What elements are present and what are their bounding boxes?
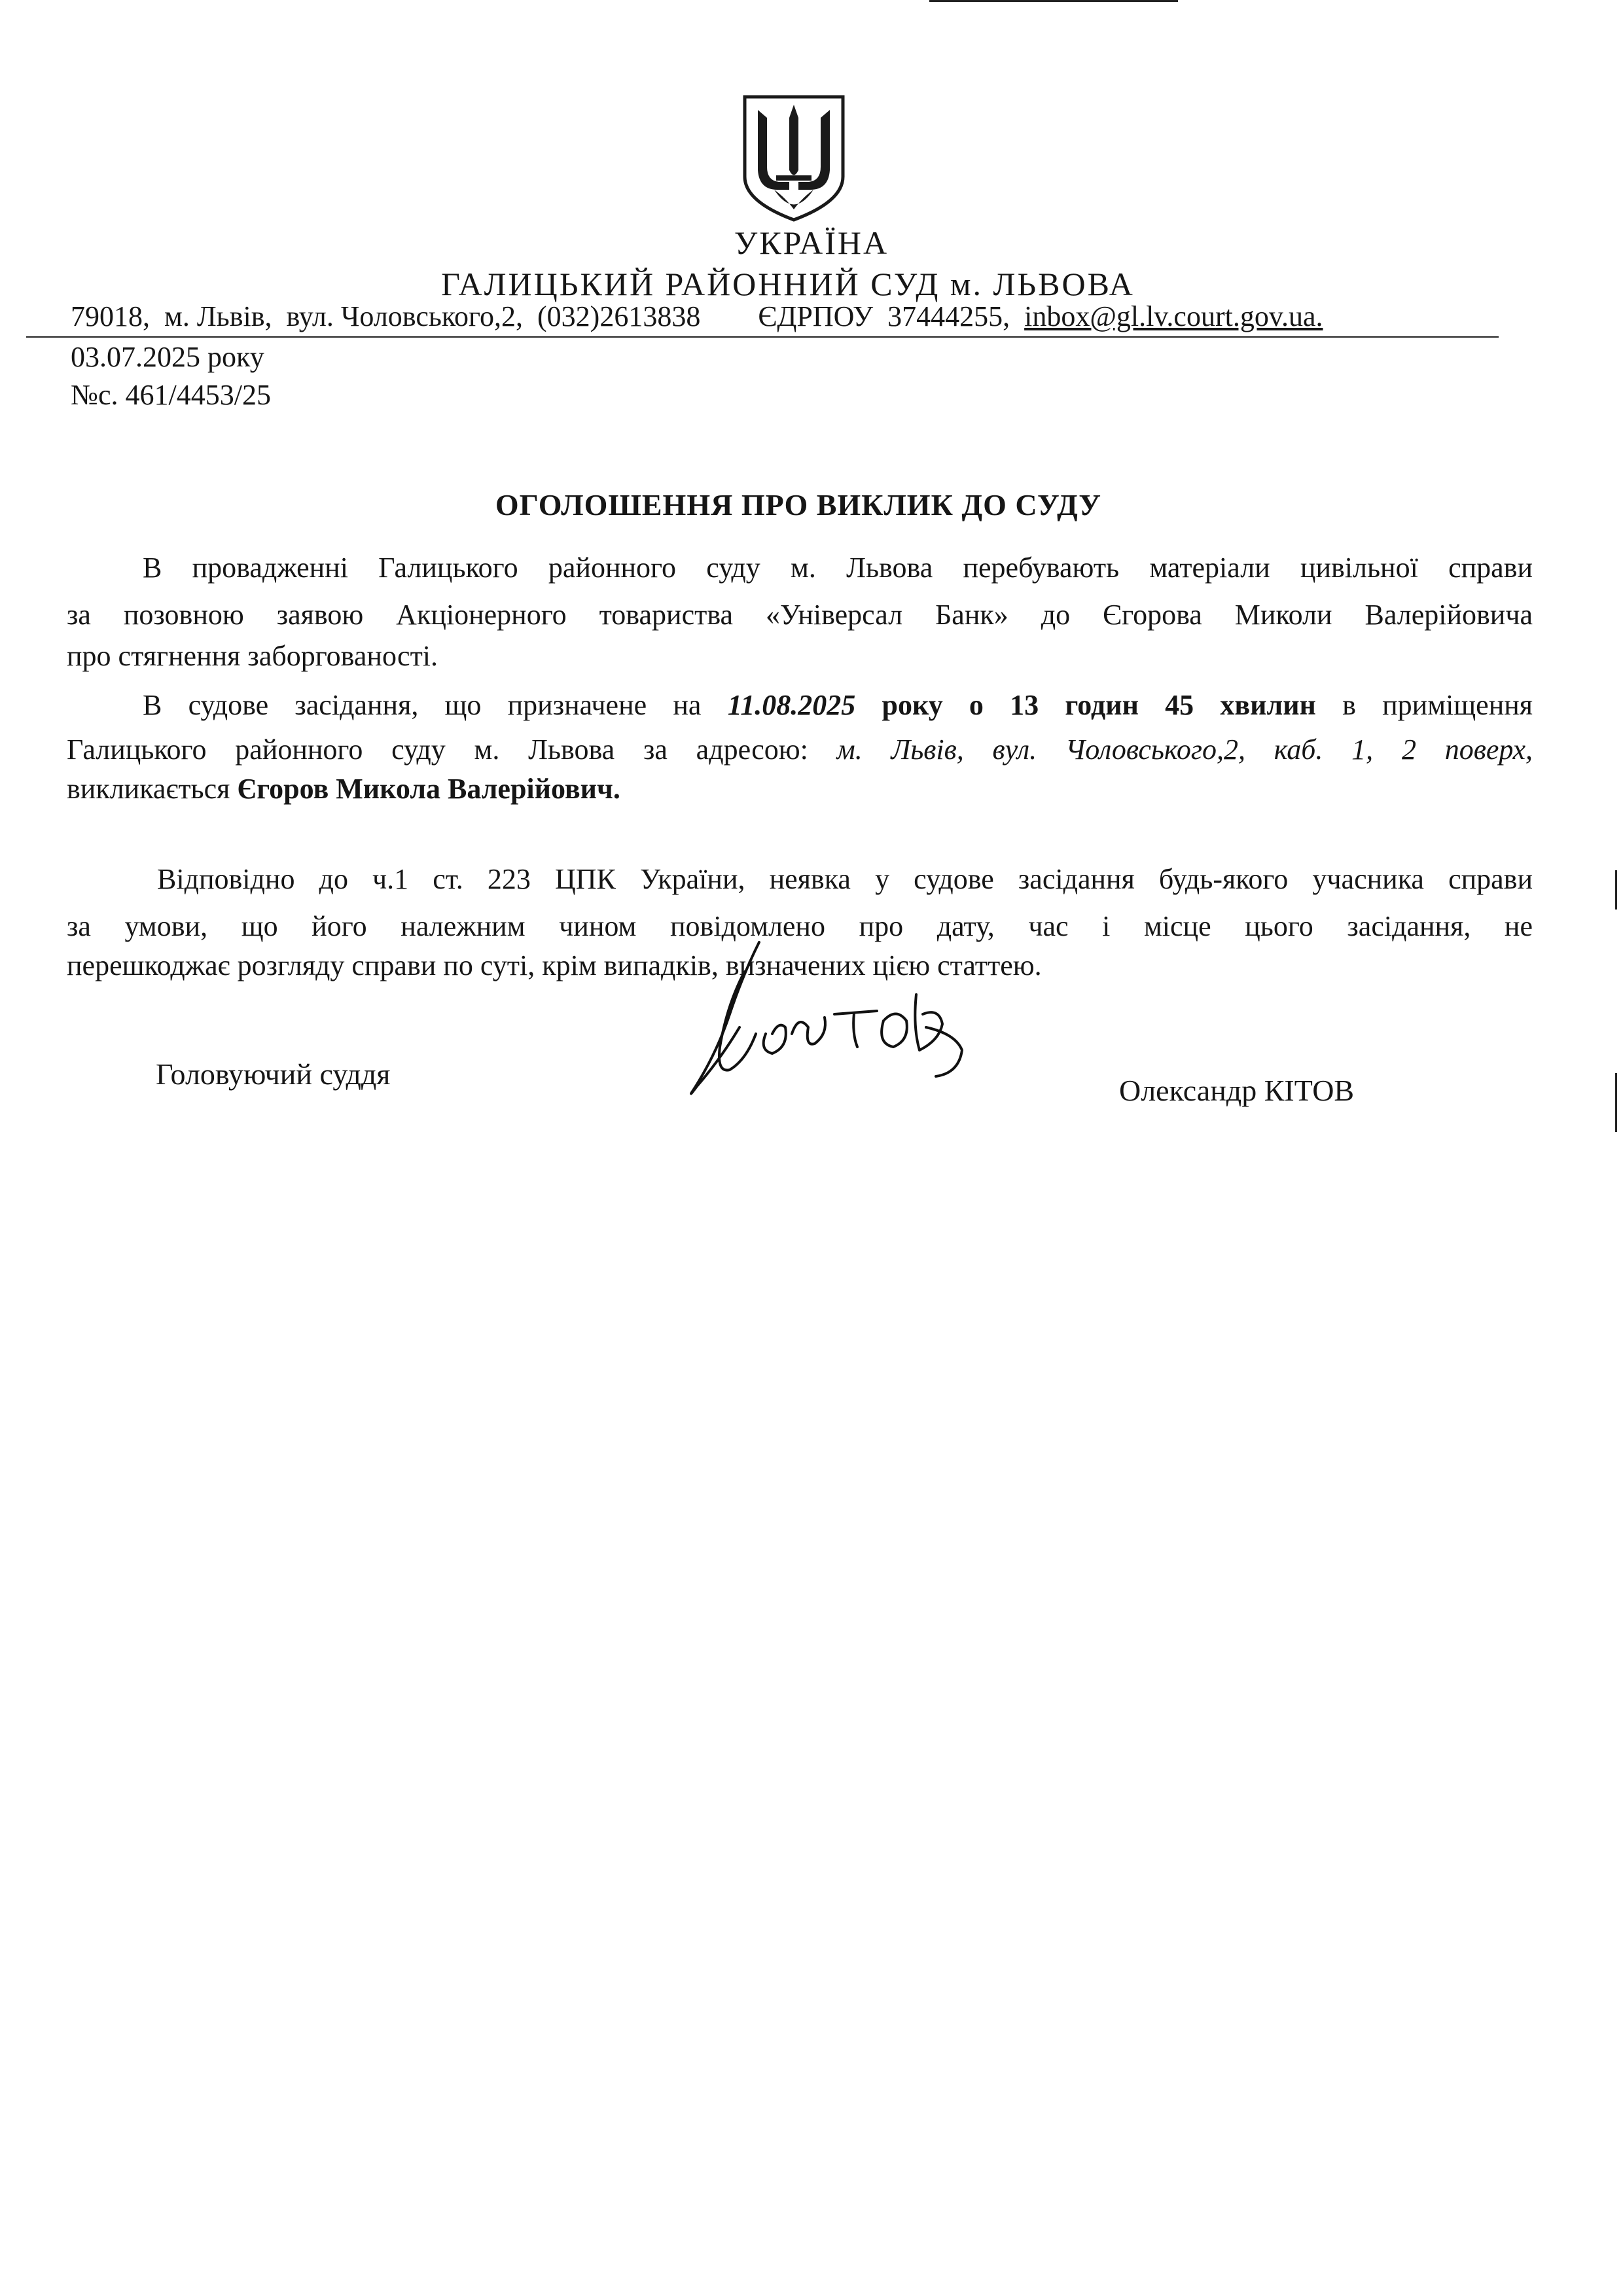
country-name: УКРАЇНА (734, 224, 889, 261)
court-address (71, 300, 1323, 333)
paragraph-1-line-2: за позовною заявою Акціонерного товариства «Універсал Банк» до Єгорова Миколи Валерійовича (67, 599, 1533, 631)
coat-of-arms-icon (738, 92, 849, 222)
defendant-name: Єгоров Микола Валерійович. (237, 773, 620, 805)
paragraph-3-line-2: за умови, що його належним чином повідомлено про дату, час і місце цього засідання, не (67, 910, 1533, 942)
hearing-time: року о 13 годин 45 хвилин (882, 689, 1316, 721)
hearing-location-intro: в приміщення (1342, 689, 1533, 721)
address-postal-code: 79018, (71, 300, 150, 332)
paragraph-2-line-2 (67, 733, 1533, 766)
paragraph-2-line-1 (143, 688, 1533, 722)
edrpou-code: 37444255, (887, 300, 1010, 332)
header-divider (26, 336, 1499, 338)
hearing-address: м. Львів, вул. Чоловського,2, каб. 1, 2 поверх, (836, 733, 1533, 766)
summons-verb: викликається (67, 773, 230, 805)
edrpou-label: ЄДРПОУ (758, 300, 874, 332)
hearing-intro-text: В судове засідання, що призначене на (143, 689, 702, 721)
address-city: м. Львів, (164, 300, 272, 332)
court-email-link[interactable]: inbox@gl.lv.court.gov.ua. (1024, 300, 1323, 332)
paragraph-1-line-1: В провадженні Галицького районного суду м. Львова перебувають матеріали цивільної справи (143, 552, 1533, 584)
address-street: вул. Чоловського,2, (286, 300, 524, 332)
paragraph-2-line-3 (67, 772, 1533, 805)
document-title: ОГОЛОШЕННЯ ПРО ВИКЛИК ДО СУДУ (495, 488, 1102, 521)
case-number: №с. 461/4453/25 (71, 379, 271, 411)
court-address-intro: Галицького районного суду м. Львова за адресою: (67, 733, 808, 766)
scan-edge-mark (1615, 1073, 1617, 1132)
court-name: ГАЛИЦЬКИЙ РАЙОННИЙ СУД м. ЛЬВОВА (441, 266, 1135, 302)
paragraph-1-line-3: про стягнення заборгованості. (67, 640, 438, 672)
judge-signature (681, 936, 995, 1099)
address-phone: (032)2613838 (537, 300, 701, 332)
document-date: 03.07.2025 року (71, 341, 264, 373)
scan-edge-mark (929, 0, 1178, 2)
presiding-judge-role: Головуючий суддя (156, 1057, 391, 1091)
scan-edge-mark (1615, 870, 1617, 910)
judge-name: Олександр КІТОВ (1119, 1074, 1355, 1107)
paragraph-3-line-3: перешкоджає розгляду справи по суті, крім випадків, визначених цією статтею. (67, 949, 1042, 981)
hearing-date: 11.08.2025 (727, 689, 856, 721)
paragraph-3-line-1: Відповідно до ч.1 ст. 223 ЦПК України, неявка у судове засідання будь-якого учасника справи (157, 863, 1533, 895)
